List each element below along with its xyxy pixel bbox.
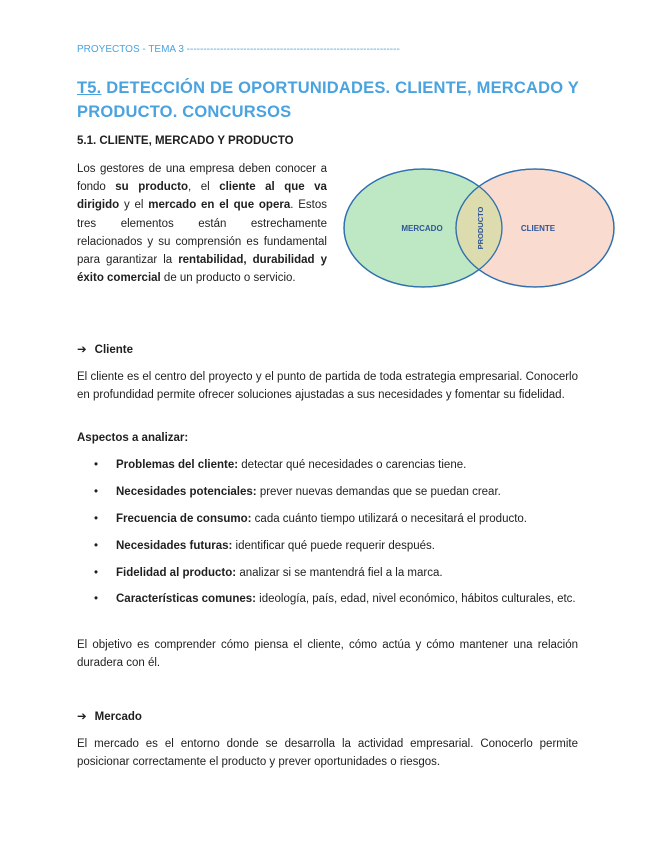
course-label: PROYECTOS - TEMA 3 (77, 44, 184, 55)
bullet-icon: • (94, 539, 99, 552)
bullet-icon: • (94, 593, 99, 606)
aspect-term: Características comunes: (116, 593, 256, 606)
aspects-heading: Aspectos a analizar: (77, 432, 189, 444)
bullet-icon: • (94, 566, 99, 579)
cliente-paragraph: El cliente es el centro del proyecto y el punto de partida de toda estrategia empresarial. Conocerlo en profundidad permite ofrecer soluciones ajustadas a sus necesidades y fomentar su fidelidad. (77, 371, 578, 402)
arrow-right-icon: ➔ (77, 344, 87, 356)
aspect-term: Frecuencia de consumo: (116, 512, 252, 525)
aspect-description: identificar qué puede requerir después. (232, 539, 435, 552)
aspect-item (77, 590, 578, 608)
aspect-description: cada cuánto tiempo utilizará o necesitará el producto. (251, 512, 528, 525)
aspects-list (77, 456, 578, 617)
mercado-paragraph: El mercado es el entorno donde se desarrolla la actividad empresarial. Conocerlo permite posicionar correctamente el producto y prever oportunidades o riesgos. (77, 738, 578, 769)
intro-text: . Estos tres elementos están estrechamente relacionados y su comprensión es fundamental para garantizar la (77, 199, 327, 267)
aspect-description: ideología, país, edad, nivel económico, hábitos culturales, etc. (255, 593, 576, 606)
intro-text: de un producto o servicio. (160, 272, 296, 285)
intro-bold: su producto (115, 181, 189, 194)
aspect-item (77, 456, 578, 474)
cliente-heading (77, 342, 133, 356)
aspect-item (77, 564, 578, 582)
intro-bold: cliente al que va dirigido (77, 181, 327, 212)
aspect-term: Problemas del cliente: (116, 459, 239, 471)
venn-diagram (340, 165, 620, 291)
aspect-description: prever nuevas demandas que se puedan crear. (256, 485, 501, 498)
header-dashes: ---------------------------------------------------------------- (186, 44, 400, 55)
cliente-conclusion: El objetivo es comprender cómo piensa el cliente, cómo actúa y cómo mantener una relación duradera con él. (77, 639, 578, 670)
intro-text: y el (119, 199, 149, 212)
aspect-term: Necesidades futuras: (116, 539, 233, 552)
bullet-icon: • (94, 485, 99, 498)
venn-mercado-label: MERCADO (401, 224, 443, 233)
page-header (77, 44, 577, 55)
aspect-item (77, 537, 578, 555)
bullet-icon: • (94, 459, 99, 471)
page-title (77, 76, 579, 124)
intro-text: Los gestores de una empresa deben conocer a fondo (77, 163, 327, 194)
bullet-icon: • (94, 512, 99, 525)
venn-cliente-label: CLIENTE (520, 224, 556, 233)
intro-bold: mercado en el que opera (148, 199, 291, 212)
mercado-heading (77, 709, 142, 723)
cliente-heading-text: Cliente (94, 344, 133, 356)
aspect-description: analizar si se mantendrá fiel a la marca. (236, 566, 443, 579)
title-text: DETECCIÓN DE OPORTUNIDADES. CLIENTE, MERCADO Y PRODUCTO. CONCURSOS (77, 79, 580, 121)
intro-text: , el (188, 181, 220, 194)
arrow-right-icon: ➔ (77, 711, 87, 723)
intro-paragraph (77, 160, 327, 287)
aspect-description: detectar qué necesidades o carencias tiene. (238, 459, 467, 471)
mercado-heading-text: Mercado (94, 711, 142, 723)
venn-producto-label: PRODUCTO (476, 206, 485, 250)
aspect-item (77, 483, 578, 501)
aspect-item (77, 510, 578, 528)
intro-bold: rentabilidad, durabilidad y éxito comercial (77, 254, 327, 285)
aspect-term: Necesidades potenciales: (116, 485, 257, 498)
title-number: T5. (77, 79, 102, 97)
aspect-term: Fidelidad al producto: (116, 566, 237, 579)
section-heading: 5.1. CLIENTE, MERCADO Y PRODUCTO (77, 135, 294, 147)
